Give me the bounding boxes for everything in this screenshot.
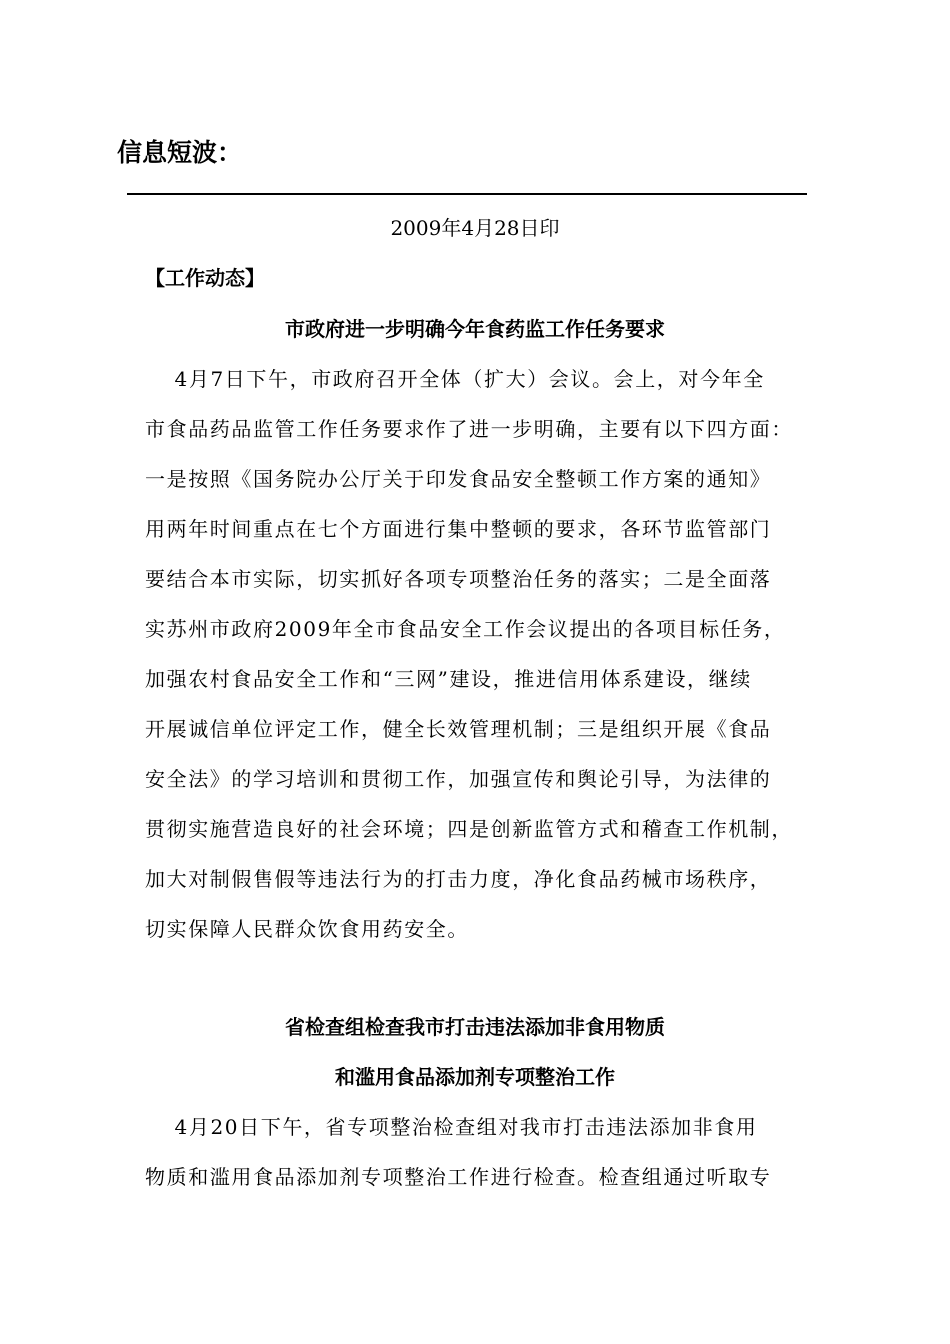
paragraph-line: 切实保障人民群众饮食用药安全。 <box>145 917 469 941</box>
paragraph-line: 加强农村食品安全工作和“三网”建设，推进信用体系建设，继续 <box>145 667 752 691</box>
paragraph-line: 贯彻实施营造良好的社会环境；四是创新监管方式和稽查工作机制， <box>145 817 793 841</box>
article-title: 市政府进一步明确今年食药监工作任务要求 <box>285 317 665 341</box>
paragraph-line: 市食品药品监管工作任务要求作了进一步明确，主要有以下四方面： <box>145 417 793 441</box>
bulletin-title: 信息短波： <box>117 138 243 167</box>
paragraph-line: 开展诚信单位评定工作，健全长效管理机制；三是组织开展《食品 <box>145 717 772 741</box>
print-date: 2009年4月28日印 <box>390 216 560 240</box>
article-title: 和滥用食品添加剂专项整治工作 <box>335 1065 615 1089</box>
paragraph-line: 要结合本市实际，切实抓好各项专项整治任务的落实；二是全面落 <box>145 567 772 591</box>
paragraph-line: 一是按照《国务院办公厅关于印发食品安全整顿工作方案的通知》 <box>145 467 772 491</box>
article-title: 省检查组检查我市打击违法添加非食用物质 <box>285 1015 665 1039</box>
paragraph-line: 物质和滥用食品添加剂专项整治工作进行检查。检查组通过听取专 <box>145 1165 772 1189</box>
paragraph-line: 加大对制假售假等违法行为的打击力度，净化食品药械市场秩序， <box>145 867 772 891</box>
header-divider <box>127 193 807 195</box>
paragraph-line: 4月20日下午，省专项整治检查组对我市打击违法添加非食用 <box>145 1115 758 1139</box>
section-tag: 【工作动态】 <box>145 266 265 290</box>
paragraph-line: 用两年时间重点在七个方面进行集中整顿的要求，各环节监管部门 <box>145 517 772 541</box>
paragraph-line: 安全法》的学习培训和贯彻工作，加强宣传和舆论引导，为法律的 <box>145 767 772 791</box>
paragraph-line: 实苏州市政府2009年全市食品安全工作会议提出的各项目标任务， <box>145 617 786 641</box>
paragraph-line: 4月7日下午，市政府召开全体（扩大）会议。会上，对今年全 <box>145 367 765 391</box>
